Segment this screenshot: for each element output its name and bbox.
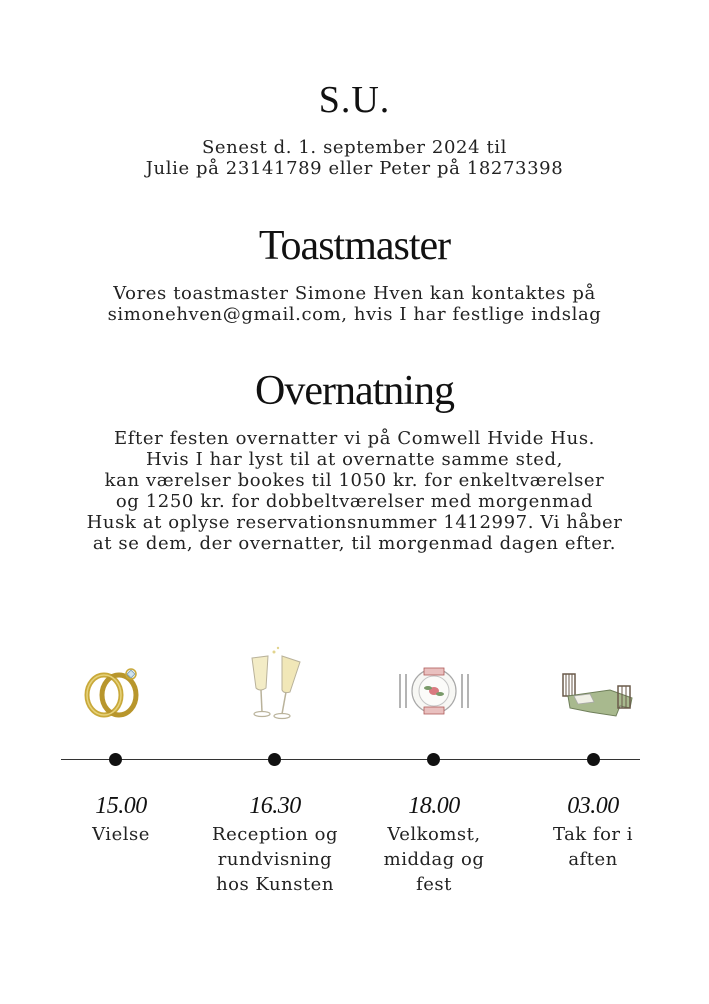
timeline-label bbox=[195, 822, 355, 897]
bed-icon bbox=[560, 668, 634, 720]
timeline-label bbox=[513, 822, 673, 872]
toastmaster-text bbox=[0, 283, 709, 325]
timeline-time: 16.30 bbox=[249, 793, 301, 819]
timeline-time: 15.00 bbox=[95, 793, 147, 819]
overnatning-line: at se dem, der overnatter, til morgenmad dagen efter. bbox=[92, 533, 617, 554]
rsvp-line: Senest d. 1. september 2024 til bbox=[201, 137, 508, 158]
timeline-time: 03.00 bbox=[567, 793, 619, 819]
dinner-plate-icon bbox=[392, 664, 476, 716]
timeline-line bbox=[61, 759, 640, 760]
timeline-dot bbox=[587, 753, 600, 766]
rsvp-text bbox=[0, 137, 709, 179]
timeline-label bbox=[41, 822, 201, 847]
timeline-label-line: rundvisning bbox=[217, 849, 333, 870]
timeline-label-line: Vielse bbox=[92, 824, 150, 845]
timeline-time: 18.00 bbox=[408, 793, 460, 819]
toastmaster-title: Toastmaster bbox=[258, 223, 451, 269]
timeline-label-line: Velkomst, bbox=[387, 824, 481, 845]
toastmaster-line: Vores toastmaster Simone Hven kan kontaktes på bbox=[113, 283, 596, 304]
champagne-glasses-icon bbox=[246, 644, 308, 724]
toastmaster-line: simonehven@gmail.com, hvis I har festlige indslag bbox=[107, 304, 602, 325]
overnatning-text bbox=[0, 428, 709, 554]
timeline-dot bbox=[109, 753, 122, 766]
timeline-label-line: Tak for i bbox=[552, 824, 634, 845]
rsvp-title: S.U. bbox=[318, 79, 391, 121]
overnatning-line: og 1250 kr. for dobbeltværelser med morgenmad bbox=[115, 491, 594, 512]
timeline-dot bbox=[268, 753, 281, 766]
timeline-label bbox=[354, 822, 514, 897]
overnatning-line: Efter festen overnatter vi på Comwell Hvide Hus. bbox=[114, 428, 595, 449]
timeline-dot bbox=[427, 753, 440, 766]
timeline-label-line: aften bbox=[568, 849, 618, 870]
wedding-rings-icon bbox=[82, 662, 144, 720]
overnatning-line: kan værelser bookes til 1050 kr. for enkeltværelser bbox=[104, 470, 605, 491]
rsvp-line: Julie på 23141789 eller Peter på 18273398 bbox=[145, 158, 564, 179]
overnatning-title: Overnatning bbox=[255, 368, 454, 414]
overnatning-line: Hvis I har lyst til at overnatte samme sted, bbox=[145, 449, 563, 470]
timeline-label-line: middag og bbox=[383, 849, 485, 870]
timeline-label-line: fest bbox=[416, 874, 452, 895]
overnatning-line: Husk at oplyse reservationsnummer 1412997. Vi håber bbox=[86, 512, 623, 533]
timeline-label-line: hos Kunsten bbox=[216, 874, 334, 895]
timeline-label-line: Reception og bbox=[212, 824, 338, 845]
